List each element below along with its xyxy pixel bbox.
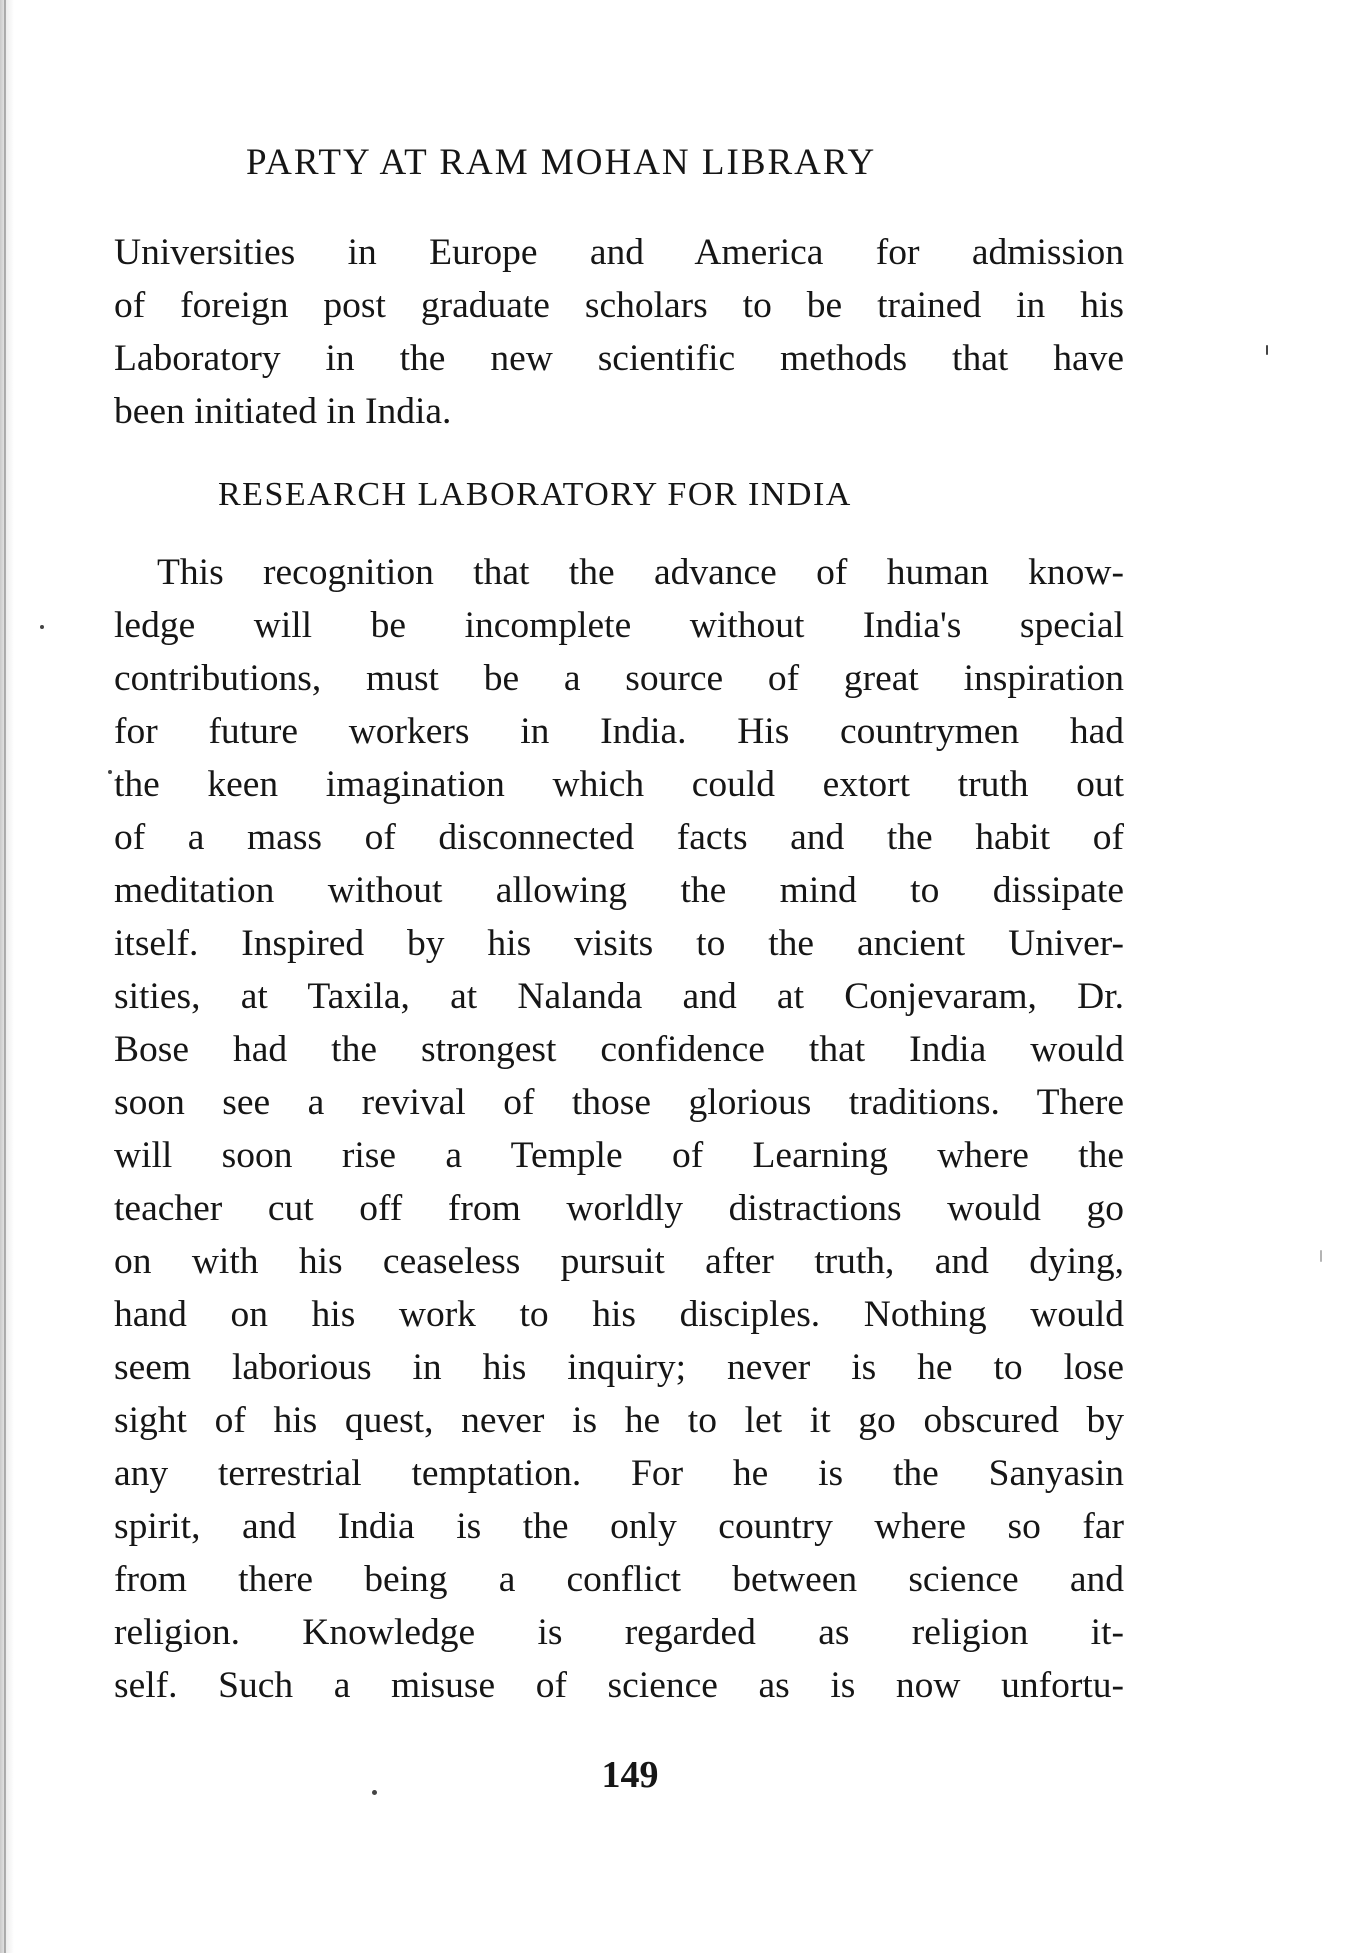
scan-speck [108, 770, 112, 774]
text-line: Universities in Europe and America for admission [114, 232, 1124, 273]
text-line: on with his ceaseless pursuit after truth, and dying, [114, 1241, 1124, 1282]
text-line: been initiated in India. [114, 391, 452, 432]
running-head: PARTY AT RAM MOHAN LIBRARY [246, 142, 877, 183]
text-line: Bose had the strongest confidence that India would [114, 1029, 1124, 1070]
scan-speck [372, 1790, 377, 1795]
section-heading: RESEARCH LABORATORY FOR INDIA [218, 476, 852, 513]
text-line: itself. Inspired by his visits to the ancient Univer- [114, 923, 1124, 964]
text-line: self. Such a misuse of science as is now unfortu- [114, 1665, 1124, 1706]
scan-edge-shadow [0, 0, 14, 1953]
text-line: meditation without allowing the mind to dissipate [114, 870, 1124, 911]
text-line: contributions, must be a source of great inspiration [114, 658, 1124, 699]
text-line: from there being a conflict between science and [114, 1559, 1124, 1600]
text-line: any terrestrial temptation. For he is the Sanyasin [114, 1453, 1124, 1494]
text-line: of a mass of disconnected facts and the habit of [114, 817, 1124, 858]
scan-speck [1266, 345, 1268, 355]
text-line: of foreign post graduate scholars to be trained in his [114, 285, 1124, 326]
text-line: Laboratory in the new scientific methods that have [114, 338, 1124, 379]
scan-speck [40, 625, 44, 629]
text-line: will soon rise a Temple of Learning where the [114, 1135, 1124, 1176]
text-line: spirit, and India is the only country where so far [114, 1506, 1124, 1547]
text-line: sight of his quest, never is he to let it go obscured by [114, 1400, 1124, 1441]
text-line: the keen imagination which could extort truth out [114, 764, 1124, 805]
text-line: teacher cut off from worldly distractions would go [114, 1188, 1124, 1229]
page-number: 149 [601, 1754, 659, 1796]
text-line: soon see a revival of those glorious traditions. There [114, 1082, 1124, 1123]
scan-speck [1320, 1250, 1322, 1262]
text-line: religion. Knowledge is regarded as religion it- [114, 1612, 1124, 1653]
text-line: sities, at Taxila, at Nalanda and at Conjevaram, Dr. [114, 976, 1124, 1017]
text-line: ledge will be incomplete without India's special [114, 605, 1124, 646]
text-line: hand on his work to his disciples. Nothing would [114, 1294, 1124, 1335]
scan-edge-line [4, 0, 6, 1953]
text-line: for future workers in India. His countrymen had [114, 711, 1124, 752]
text-line: seem laborious in his inquiry; never is he to lose [114, 1347, 1124, 1388]
text-line: This recognition that the advance of human know- [157, 552, 1124, 593]
